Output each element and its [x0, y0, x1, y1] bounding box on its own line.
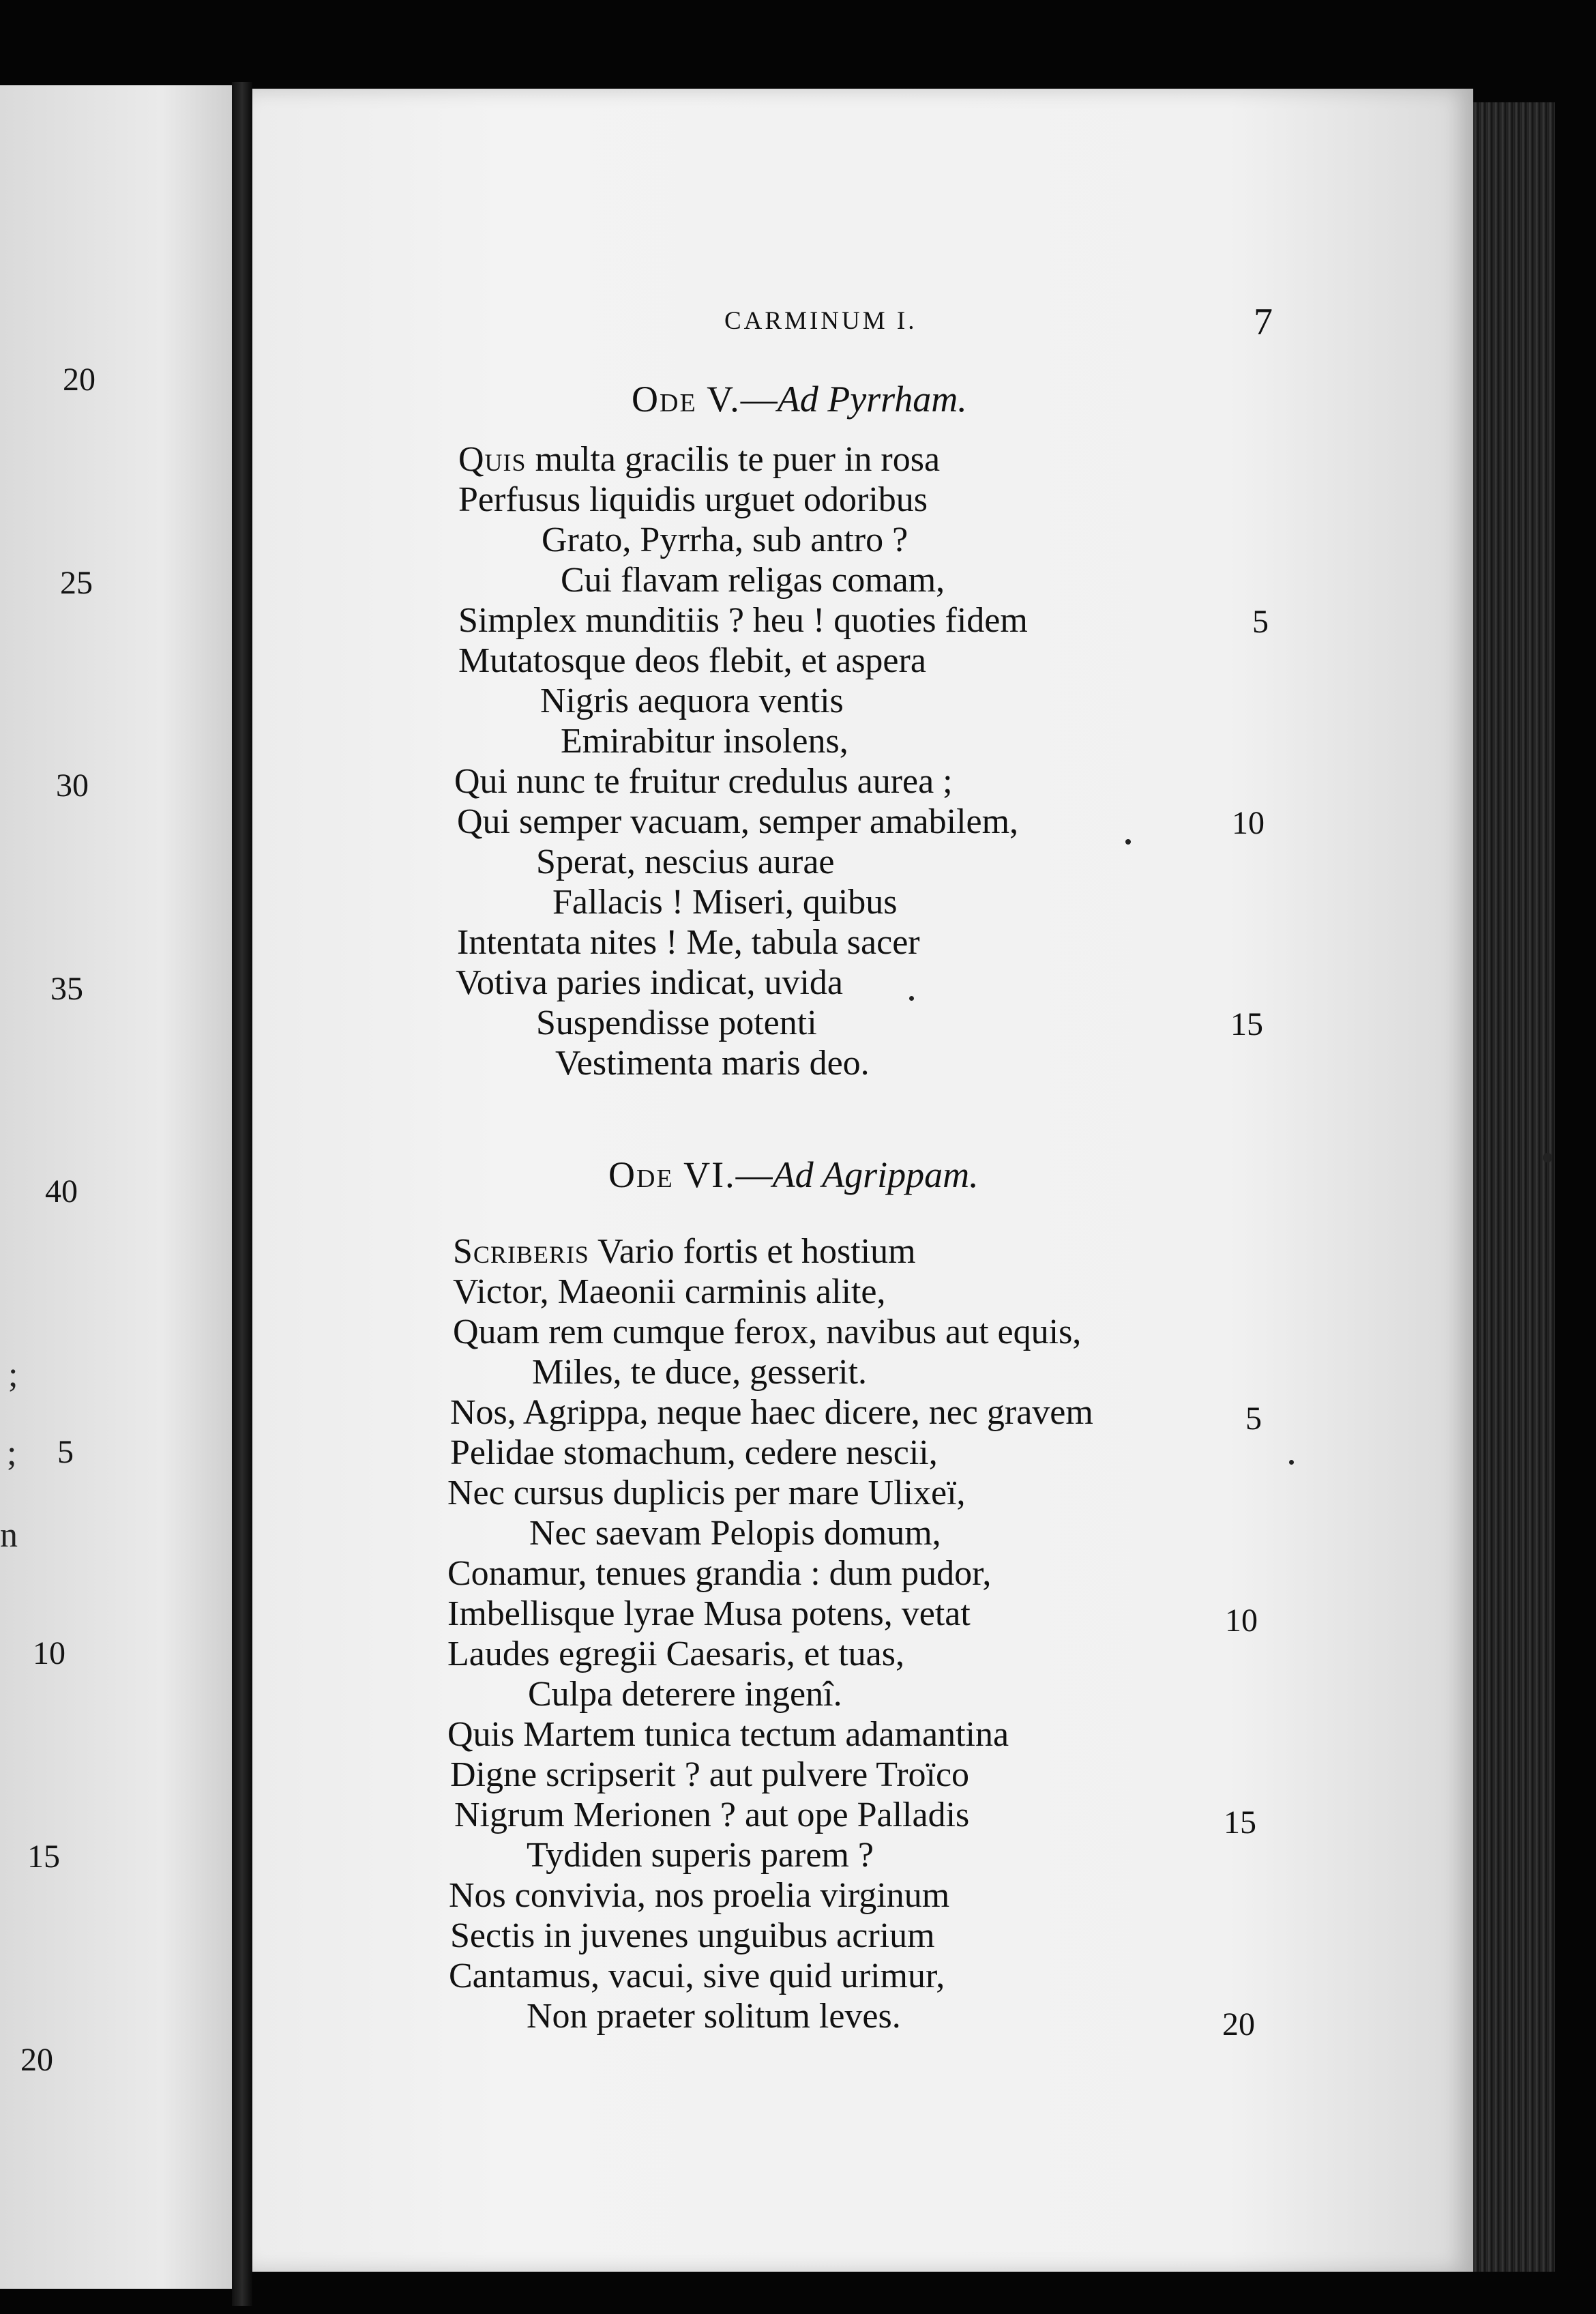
verse-line: Quam rem cumque ferox, navibus aut equis, [453, 1313, 1082, 1351]
verse-line: Fallacis ! Miseri, quibus [552, 883, 898, 922]
left-stray-glyph: n [0, 1516, 18, 1555]
verse-line: Tydiden superis parem ? [527, 1836, 874, 1875]
running-title: CARMINUM I. [724, 307, 917, 335]
verse-line: Cui flavam religas comam, [561, 561, 945, 600]
verse-line: Sperat, nescius aurae [536, 843, 835, 881]
print-speck [909, 996, 914, 1001]
verse-line: Vestimenta maris deo. [555, 1044, 870, 1083]
left-line-number: 35 [50, 971, 83, 1007]
verse-line: Nigrum Merionen ? aut ope Palladis [454, 1796, 970, 1834]
left-line-number: 25 [60, 565, 93, 601]
left-line-number: 20 [20, 2042, 53, 2078]
ode-addressee: Ad Agrippam. [772, 1154, 979, 1195]
verse-number: 5 [1252, 604, 1269, 640]
verse-line: Emirabitur insolens, [561, 722, 848, 761]
verse-line: Cantamus, vacui, sive quid urimur, [449, 1957, 945, 1995]
ode-addressee: Ad Pyrrham. [777, 379, 967, 420]
verse-line: Qui nunc te fruitur credulus aurea ; [454, 762, 953, 801]
left-line-number: 5 [57, 1434, 74, 1470]
left-line-number: 15 [27, 1839, 60, 1875]
left-line-number: 40 [45, 1173, 78, 1210]
verse-line: Laudes egregii Caesaris, et tuas, [447, 1635, 904, 1673]
verse-line: Culpa deterere ingenî. [528, 1675, 842, 1714]
verse-number: 5 [1245, 1401, 1262, 1437]
verse-line: Sectis in juvenes unguibus acrium [450, 1916, 935, 1955]
verse-line: Scriberis Vario fortis et hostium [453, 1232, 916, 1271]
title-dash: — [735, 1154, 773, 1195]
ode-title [608, 1156, 979, 1193]
verse-number: 20 [1222, 2006, 1255, 2042]
verse-number: 10 [1225, 1602, 1258, 1639]
print-speck [1125, 839, 1131, 845]
verse-number: 15 [1230, 1006, 1263, 1042]
verse-line: Nec cursus duplicis per mare Ulixeï, [447, 1474, 966, 1512]
verse-line: Pelidae stomachum, cedere nescii, [450, 1433, 938, 1472]
verse-line: Conamur, tenues grandia : dum pudor, [447, 1554, 992, 1593]
left-line-number: 20 [63, 362, 95, 398]
verse-line: Non praeter solitum leves. [527, 1997, 901, 2036]
previous-page-fragment [0, 85, 232, 2289]
print-speck [1543, 1153, 1552, 1162]
print-speck [1289, 1460, 1294, 1465]
verse-line: Nos convivia, nos proelia virginum [449, 1876, 950, 1915]
ode-title [632, 381, 967, 418]
verse-line: Intentata nites ! Me, tabula sacer [457, 923, 920, 962]
ode-number: Ode VI. [608, 1154, 736, 1195]
verse-line: Quis Martem tunica tectum adamantina [447, 1715, 1009, 1754]
verse-line: Votiva paries indicat, uvida [456, 963, 844, 1002]
left-stray-glyph: ; [7, 1434, 17, 1473]
verse-number: 10 [1232, 805, 1265, 841]
left-line-number: 30 [56, 767, 89, 804]
verse-line: Miles, te duce, gesserit. [532, 1353, 867, 1392]
verse-line: Nigris aequora ventis [540, 682, 844, 720]
book-gutter [232, 82, 252, 2306]
verse-line: Nos, Agrippa, neque haec dicere, nec gravem [450, 1393, 1093, 1432]
verse-line: Victor, Maeonii carminis alite, [453, 1272, 886, 1311]
page-number: 7 [1254, 301, 1273, 343]
verse-line: Perfusus liquidis urguet odoribus [458, 480, 928, 519]
verse-number: 15 [1224, 1804, 1256, 1841]
title-dash: — [740, 379, 778, 420]
verse-line: Mutatosque deos flebit, et aspera [458, 641, 926, 680]
verse-line: Simplex munditiis ? heu ! quoties fidem [458, 601, 1028, 640]
verse-line: Nec saevam Pelopis domum, [529, 1514, 941, 1553]
verse-line: Imbellisque lyrae Musa potens, vetat [447, 1594, 971, 1633]
verse-line: Suspendisse potenti [536, 1004, 817, 1042]
left-stray-glyph: ; [8, 1356, 18, 1394]
page-edges [1473, 102, 1555, 2272]
left-line-number: 10 [33, 1635, 65, 1671]
ode-number: Ode V. [632, 379, 741, 420]
verse-line: Quis multa gracilis te puer in rosa [458, 440, 941, 479]
verse-line: Qui semper vacuam, semper amabilem, [457, 802, 1019, 841]
verse-line: Grato, Pyrrha, sub antro ? [542, 521, 908, 559]
verse-line: Digne scripserit ? aut pulvere Troïco [450, 1755, 970, 1794]
